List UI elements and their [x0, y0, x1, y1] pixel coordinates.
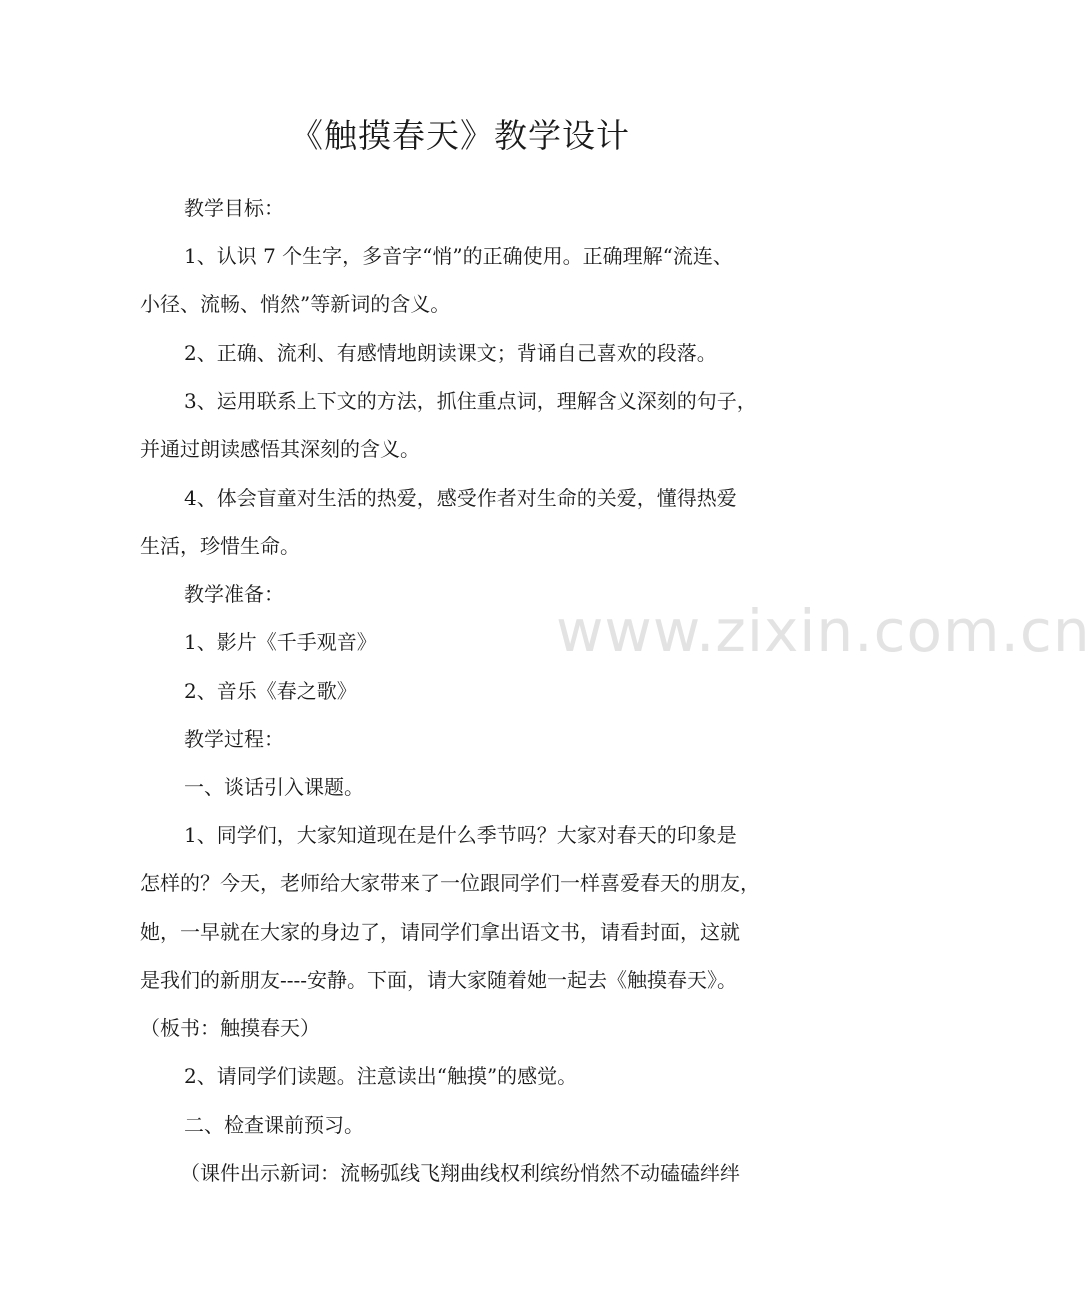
paragraph-line: 小径、流畅、悄然”等新词的含义。: [140, 292, 451, 316]
subsection-heading: 一、谈话引入课题。: [184, 775, 364, 799]
paragraph-line: 她，一早就在大家的身边了，请同学们拿出语文书，请看封面，这就: [140, 920, 740, 944]
section-heading-process: 教学过程：: [184, 727, 284, 751]
paragraph-line: 3、运用联系上下文的方法，抓住重点词，理解含义深刻的句子，: [184, 389, 757, 413]
paragraph-line: 2、请同学们读题。注意读出“触摸”的感觉。: [184, 1064, 578, 1088]
list-item: 2、音乐《春之歌》: [184, 679, 357, 703]
paragraph-line: （板书：触摸春天）: [140, 1016, 320, 1040]
paragraph-line: （课件出示新词：流畅弧线飞翔曲线权利缤纷悄然不动磕磕绊绊: [180, 1161, 740, 1185]
document-title: 《触摸春天》教学设计: [290, 116, 630, 155]
paragraph-line: 是我们的新朋友----安静。下面，请大家随着她一起去《触摸春天》。: [140, 968, 738, 992]
section-heading-goals: 教学目标：: [184, 196, 284, 220]
paragraph-line: 并通过朗读感悟其深刻的含义。: [140, 437, 420, 461]
section-heading-preparation: 教学准备：: [184, 582, 284, 606]
paragraph-line: 2、正确、流利、有感情地朗读课文；背诵自己喜欢的段落。: [184, 341, 717, 365]
paragraph-line: 4、体会盲童对生活的热爱，感受作者对生命的关爱，懂得热爱: [184, 486, 737, 510]
watermark: www.zixin.com.cn: [556, 597, 1091, 665]
list-item: 1、影片《千手观音》: [184, 630, 377, 654]
paragraph-line: 1、认识 7 个生字，多音字“悄”的正确使用。正确理解“流连、: [184, 244, 733, 268]
subsection-heading: 二、检查课前预习。: [184, 1113, 364, 1137]
paragraph-line: 怎样的？今天，老师给大家带来了一位跟同学们一样喜爱春天的朋友，: [140, 871, 760, 895]
paragraph-line: 1、同学们，大家知道现在是什么季节吗？大家对春天的印象是: [184, 823, 737, 847]
paragraph-line: 生活，珍惜生命。: [140, 534, 300, 558]
